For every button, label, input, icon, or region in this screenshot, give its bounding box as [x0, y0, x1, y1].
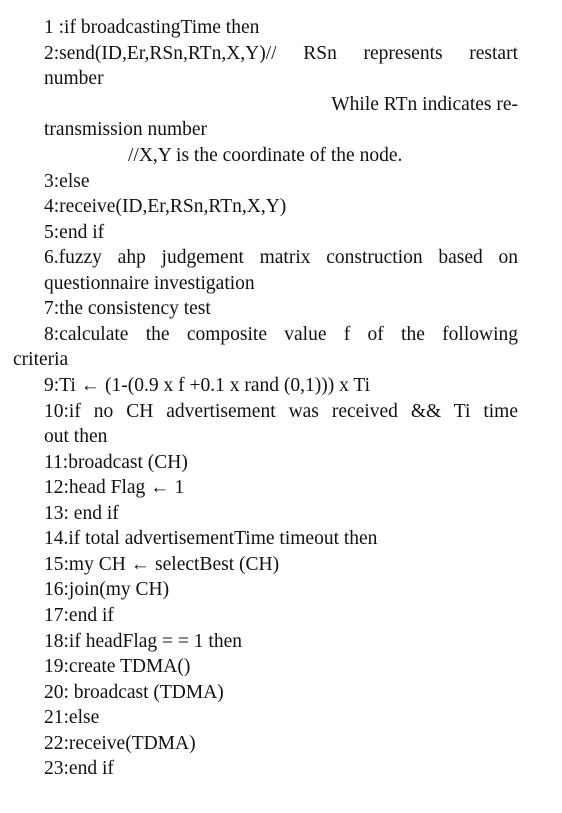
algorithm-line: 4:receive(ID,Er,RSn,RTn,X,Y) — [44, 196, 287, 217]
algorithm-line: out then — [44, 426, 108, 447]
algorithm-line: 7:the consistency test — [44, 298, 211, 319]
algorithm-line: criteria — [13, 349, 69, 370]
algorithm-line: 5:end if — [44, 222, 105, 243]
algorithm-line: 3:else — [44, 171, 90, 192]
algorithm-line: 11:broadcast (CH) — [44, 452, 188, 473]
algorithm-line: 1 :if broadcastingTime then — [44, 17, 260, 38]
algorithm-line: 17:end if — [44, 605, 114, 626]
algorithm-line: 23:end if — [44, 758, 114, 779]
algorithm-line: 10:if no CH advertisement was received && Ti time — [44, 401, 518, 422]
algorithm-line: 12:head Flag ← 1 — [44, 477, 185, 498]
algorithm-line: 14.if total advertisementTime timeout then — [44, 528, 378, 549]
algorithm-line: 15:my CH ← selectBest (CH) — [44, 554, 280, 575]
algorithm-line: 20: broadcast (TDMA) — [44, 682, 224, 703]
algorithm-line: 2:send(ID,Er,RSn,RTn,X,Y)// RSn represents restart — [44, 43, 518, 64]
algorithm-line: transmission number — [44, 119, 208, 140]
algorithm-line: //X,Y is the coordinate of the node. — [128, 145, 403, 166]
algorithm-line: questionnaire investigation — [44, 273, 255, 294]
algorithm-line: 16:join(my CH) — [44, 579, 170, 600]
algorithm-line: While RTn indicates re- — [331, 94, 518, 115]
algorithm-line: 22:receive(TDMA) — [44, 733, 196, 754]
algorithm-line: 9:Ti ← (1-(0.9 x f +0.1 x rand (0,1))) x Ti — [44, 375, 371, 396]
algorithm-line: 6.fuzzy ahp judgement matrix construction based on — [44, 247, 518, 268]
algorithm-line: 21:else — [44, 707, 100, 728]
algorithm-line: 19:create TDMA() — [44, 656, 191, 677]
algorithm-line: 18:if headFlag = = 1 then — [44, 631, 242, 652]
algorithm-line: 8:calculate the composite value f of the following — [44, 324, 518, 345]
algorithm-line: 13: end if — [44, 503, 119, 524]
algorithm-line: number — [44, 68, 104, 89]
